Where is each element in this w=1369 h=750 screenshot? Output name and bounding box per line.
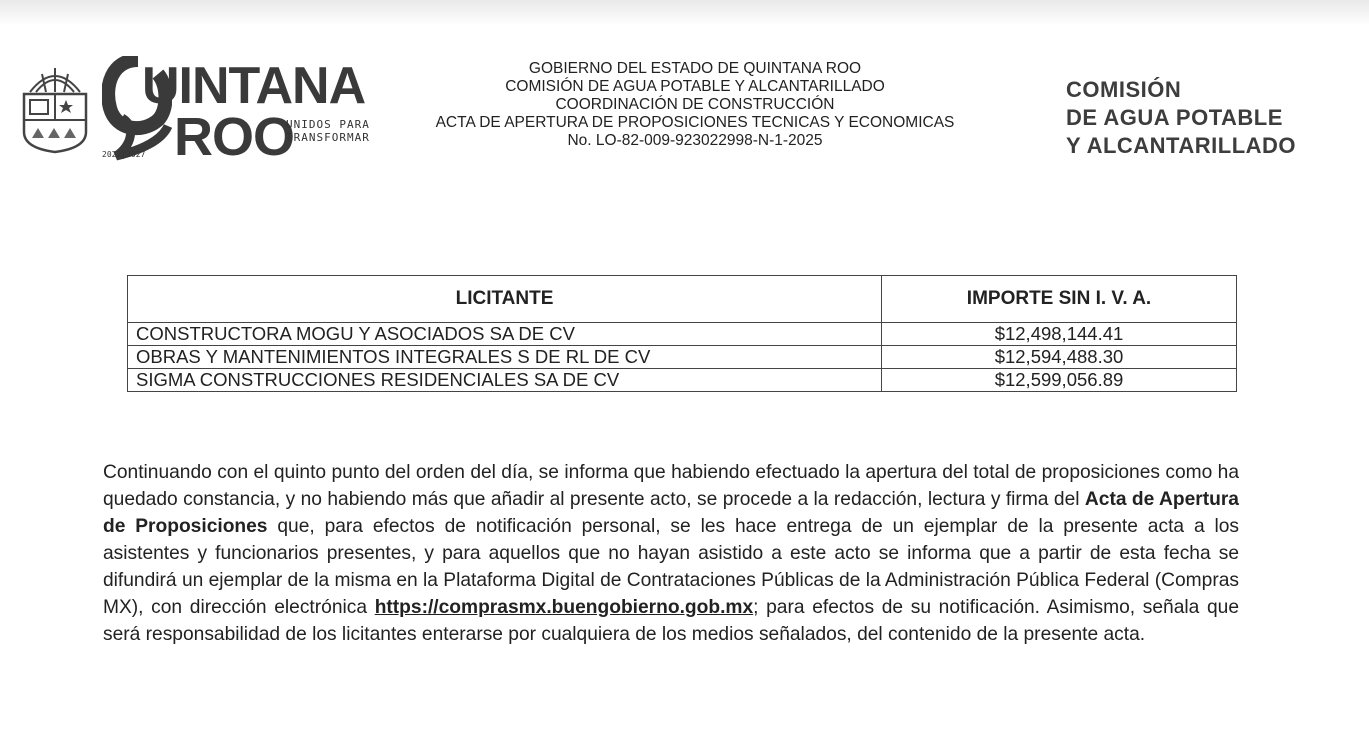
header-line: COMISIÓN DE AGUA POTABLE Y ALCANTARILLADO — [505, 78, 885, 95]
header-line: GOBIERNO DEL ESTADO DE QUINTANA ROO — [528, 60, 862, 77]
licitante-cell: SIGMA CONSTRUCCIONES RESIDENCIALES SA DE CV — [128, 369, 882, 392]
agency-name: COMISIÓN DE AGUA POTABLE Y ALCANTARILLADO — [1066, 77, 1297, 158]
paragraph-text: Continuando con el quinto punto del orden del día, se informa que habiendo efectuado la apertura del total de proposiciones como ha quedado constancia, y no habiendo más que añadir al presente acto, se procede a la redacción, lectura y firma del — [103, 462, 1239, 511]
importe-cell: $12,599,056.89 — [882, 369, 1237, 392]
paragraph-text: ; para efectos de su notificación. Asimismo, señala que será responsabilidad de los licitantes enterarse por cualquiera de los medios señalados, del contenido de la presente acta. — [103, 597, 1239, 646]
logo-tagline: UNIDOS PARA TRANSFORMAR — [286, 118, 370, 144]
header-line: COORDINACIÓN DE CONSTRUCCIÓN — [555, 96, 835, 113]
licitante-cell: OBRAS Y MANTENIMIENTOS INTEGRALES S DE RL DE CV — [128, 346, 882, 369]
table-header-row — [128, 276, 1237, 323]
comprasmx-link[interactable]: https://comprasmx.buengobierno.gob.mx — [374, 597, 754, 619]
table-row — [128, 369, 1237, 392]
logo-wordmark-bottom: ROO — [174, 107, 295, 167]
page-edge — [0, 0, 1369, 26]
importe-cell: $12,594,488.30 — [882, 346, 1237, 369]
column-header-importe: IMPORTE SIN I. V. A. — [882, 276, 1237, 323]
importe-cell: $12,498,144.41 — [882, 323, 1237, 346]
coat-of-arms-icon — [18, 62, 92, 154]
table-row — [128, 346, 1237, 369]
body-paragraph — [103, 459, 1239, 648]
quintana-roo-logo — [98, 57, 370, 167]
document-number: No. LO-82-009-923022998-N-1-2025 — [567, 132, 823, 149]
header-line: ACTA DE APERTURA DE PROPOSICIONES TECNICAS Y ECONOMICAS — [435, 114, 955, 131]
document-header — [370, 60, 1020, 150]
logo-years: 2022|2027 — [102, 150, 146, 159]
licitante-cell: CONSTRUCTORA MOGU Y ASOCIADOS SA DE CV — [128, 323, 882, 346]
column-header-licitante: LICITANTE — [128, 276, 882, 323]
bids-table — [127, 275, 1237, 392]
logo-wordmark-top: UINTANA — [142, 57, 366, 115]
paragraph-text: que, para efectos de notificación personal, se les hace entrega de un ejemplar de la presente acta a los asistentes y funcionarios presentes, y para aquellos que no hayan asistido a este acto se informa que a partir de esta fecha se difundirá un ejemplar de la misma en la Plataforma Digital de Contrataciones Públicas de la Administración Pública Federal (Compras MX), con dirección electrónica — [103, 516, 1240, 619]
table-row — [128, 323, 1237, 346]
acta-title-bold: Acta de Apertura de Proposiciones — [103, 489, 1239, 538]
